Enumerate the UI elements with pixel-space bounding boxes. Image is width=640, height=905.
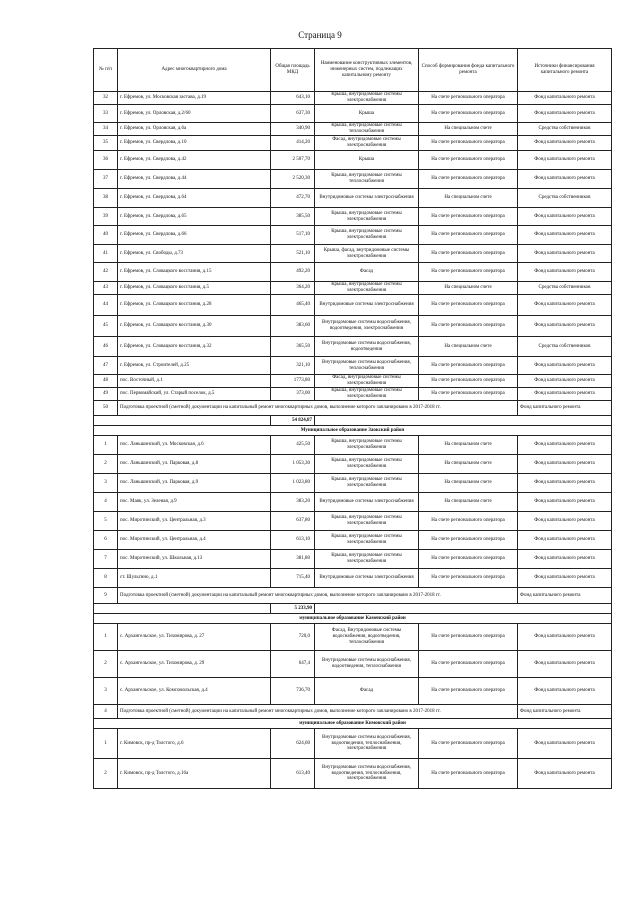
row-method: На счете регионального оператора [419, 759, 518, 789]
row-works: Крыша, внутридомовые системы электроснабжения [315, 282, 419, 295]
row-address: г. Ефремов, ул. Словацкого восстания, д.28 [118, 295, 271, 316]
table-row [94, 136, 612, 151]
row-source: Фонд капитального ремонта [518, 759, 612, 789]
row-address: г. Кимовск, пр-д Толстого, д.16а [118, 759, 271, 789]
row-source: Фонд капитального ремонта [518, 588, 612, 604]
design-docs-row [94, 705, 612, 719]
row-works: Внутридомовые системы водоснабжения, водоотведения [315, 337, 419, 357]
row-number: 9 [94, 588, 118, 604]
row-area: 414,20 [271, 136, 315, 151]
row-design-docs-text: Подготовка проектной (сметной) документации на капитальный ремонт многоквартирных домов, выполнение которого запланировано в 2017-2018 гг. [118, 705, 518, 719]
row-source: Фонд капитального ремонта [518, 226, 612, 245]
row-area: 613,40 [271, 759, 315, 789]
row-address: пос. Ланьшинский, ул. Московская, д.6 [118, 436, 271, 455]
row-source: Средства собственников [518, 123, 612, 136]
table-row [94, 436, 612, 455]
table-row [94, 316, 612, 337]
row-source: Фонд капитального ремонта [518, 705, 612, 719]
row-area: 472,70 [271, 189, 315, 208]
section-title: муниципальное образование Кимовский район [94, 719, 612, 729]
row-source: Фонд капитального ремонта [518, 550, 612, 569]
row-works: Внутридомовые системы электроснабжения [315, 569, 419, 588]
row-works: Крыша, внутридомовые системы электроснабжения [315, 474, 419, 493]
row-number: 2 [94, 651, 118, 678]
row-method: На счете регионального оператора [419, 531, 518, 550]
row-number: 44 [94, 295, 118, 316]
row-number: 45 [94, 316, 118, 337]
row-works: Фасад [315, 263, 419, 282]
row-address: пос. Миротинский, ул. Центральная, д.3 [118, 512, 271, 531]
row-number: 43 [94, 282, 118, 295]
total-area: 54 824,87 [271, 416, 315, 426]
row-number: 42 [94, 263, 118, 282]
table-row [94, 759, 612, 789]
table-row [94, 375, 612, 388]
row-source: Фонд капитального ремонта [518, 151, 612, 170]
row-source: Фонд капитального ремонта [518, 316, 612, 337]
row-area: 2 520,30 [271, 170, 315, 189]
header-method: Способ формирования фонда капитального ремонта [419, 49, 518, 92]
row-address: пос. Ланьшинский, ул. Парковая, д.8 [118, 455, 271, 474]
row-address: пос. Миротинский, ул. Центральная, д.4 [118, 531, 271, 550]
row-method: На специальном счете [419, 189, 518, 208]
row-method: На счете регионального оператора [419, 105, 518, 123]
table-row [94, 263, 612, 282]
header-area: Общая площадь МКД [271, 49, 315, 92]
row-method: На специальном счете [419, 493, 518, 512]
row-number: 50 [94, 401, 118, 416]
row-works: Крыша, внутридомовые системы электроснабжения [315, 512, 419, 531]
row-address: г. Ефремов, ул. Московская застава, д.19 [118, 92, 271, 105]
row-number: 3 [94, 678, 118, 705]
row-works: Фасад [315, 678, 419, 705]
section-title: муниципальное образование Каменский район [94, 614, 612, 624]
row-source: Фонд капитального ремонта [518, 401, 612, 416]
design-docs-row [94, 401, 612, 416]
row-works: Внутридомовые системы электроснабжения [315, 189, 419, 208]
row-method: На специальном счете [419, 337, 518, 357]
row-number: 34 [94, 123, 118, 136]
row-area: 624,60 [271, 729, 315, 759]
row-works: Фасад, внутридомовые системы электроснабжения [315, 136, 419, 151]
row-area: 381,80 [271, 550, 315, 569]
row-address: г. Ефремов, ул. Словацкого восстания, д.32 [118, 337, 271, 357]
row-address: ст. Шульгино, д.1 [118, 569, 271, 588]
row-source: Фонд капитального ремонта [518, 624, 612, 651]
row-address: г. Ефремов, ул. Свободы, д.73 [118, 245, 271, 263]
design-docs-row [94, 588, 612, 604]
table-row [94, 245, 612, 263]
total-spacer [315, 604, 612, 614]
row-method: На счете регионального оператора [419, 92, 518, 105]
row-method: На счете регионального оператора [419, 550, 518, 569]
row-works: Внутридомовые системы электроснабжения [315, 493, 419, 512]
total-row [94, 416, 612, 426]
row-source: Фонд капитального ремонта [518, 388, 612, 401]
table-row [94, 493, 612, 512]
row-address: с. Архангельское, ул. Комсомольская, д.4 [118, 678, 271, 705]
row-address: пос. Восточный, д.1 [118, 375, 271, 388]
row-works: Крыша, внутридомовые системы электроснабжения [315, 436, 419, 455]
row-method: На счете регионального оператора [419, 388, 518, 401]
row-area: 492,20 [271, 263, 315, 282]
row-address: г. Ефремов, ул. Свердлова, д.66 [118, 226, 271, 245]
row-address: г. Ефремов, ул. Строителей, д.25 [118, 357, 271, 375]
row-works: Фасад, Внутридомовые системы водоснабжения, водоотведения, теплоснабжения [315, 624, 419, 651]
row-source: Фонд капитального ремонта [518, 436, 612, 455]
row-number: 49 [94, 388, 118, 401]
row-source: Средства собственников [518, 337, 612, 357]
row-method: На счете регионального оператора [419, 569, 518, 588]
table-row [94, 123, 612, 136]
section-row [94, 426, 612, 436]
row-method: На специальном счете [419, 436, 518, 455]
row-area: 647,4 [271, 651, 315, 678]
section-title: Муниципальное образование Заокский район [94, 426, 612, 436]
row-method: На счете регионального оператора [419, 136, 518, 151]
table-row [94, 105, 612, 123]
table-row [94, 569, 612, 588]
row-source: Фонд капитального ремонта [518, 170, 612, 189]
row-source: Фонд капитального ремонта [518, 474, 612, 493]
row-works: Крыша [315, 105, 419, 123]
row-number: 33 [94, 105, 118, 123]
row-area: 383,60 [271, 316, 315, 337]
row-number: 7 [94, 550, 118, 569]
row-works: Крыша, внутридомовые системы электроснабжения [315, 92, 419, 105]
row-source: Фонд капитального ремонта [518, 678, 612, 705]
total-spacer [94, 604, 271, 614]
row-source: Фонд капитального ремонта [518, 569, 612, 588]
table-row [94, 189, 612, 208]
row-area: 720,0 [271, 624, 315, 651]
table-row [94, 512, 612, 531]
row-address: г. Ефремов, ул. Свердлова, д.42 [118, 151, 271, 170]
section-row [94, 719, 612, 729]
row-works: Крыша, внутридомовые системы теплоснабжения [315, 170, 419, 189]
row-method: На специальном счете [419, 474, 518, 493]
table-row [94, 531, 612, 550]
row-source: Фонд капитального ремонта [518, 512, 612, 531]
row-source: Фонд капитального ремонта [518, 208, 612, 226]
row-number: 47 [94, 357, 118, 375]
row-area: 385,50 [271, 208, 315, 226]
row-method: На специальном счете [419, 123, 518, 136]
row-area: 736,70 [271, 678, 315, 705]
row-source: Фонд капитального ремонта [518, 375, 612, 388]
repair-table [93, 48, 612, 789]
table-row [94, 651, 612, 678]
row-number: 36 [94, 151, 118, 170]
row-method: На счете регионального оператора [419, 729, 518, 759]
row-source: Фонд капитального ремонта [518, 531, 612, 550]
total-row [94, 604, 612, 614]
row-number: 4 [94, 493, 118, 512]
row-address: г. Ефремов, ул. Словацкого восстания, д.15 [118, 263, 271, 282]
table-row [94, 357, 612, 375]
row-works: Крыша, внутридомовые системы электроснабжения [315, 550, 419, 569]
table-row [94, 729, 612, 759]
row-method: На счете регионального оператора [419, 295, 518, 316]
row-address: пос. Ланьшинский, ул. Парковая, д.9 [118, 474, 271, 493]
total-spacer [315, 416, 612, 426]
row-area: 517,10 [271, 226, 315, 245]
row-works: Внутридомовые системы водоснабжения, водоотведения, электроснабжения [315, 316, 419, 337]
row-area: 373,00 [271, 388, 315, 401]
row-number: 8 [94, 569, 118, 588]
total-spacer [94, 416, 271, 426]
row-area: 715,40 [271, 569, 315, 588]
row-address: г. Ефремов, ул. Свердлова, д.44 [118, 170, 271, 189]
row-method: На счете регионального оператора [419, 375, 518, 388]
row-method: На специальном счете [419, 282, 518, 295]
row-method: На специальном счете [419, 455, 518, 474]
row-number: 40 [94, 226, 118, 245]
header-num: № п/п [94, 49, 118, 92]
row-number: 32 [94, 92, 118, 105]
row-method: На счете регионального оператора [419, 512, 518, 531]
table-row [94, 295, 612, 316]
row-works: Внутридомовые системы водоснабжения, водоотведения, теплоснабжения, электроснабжения [315, 759, 419, 789]
row-number: 6 [94, 531, 118, 550]
row-works: Крыша [315, 151, 419, 170]
row-number: 3 [94, 474, 118, 493]
row-area: 383,20 [271, 493, 315, 512]
row-address: г. Ефремов, ул. Свердлова, д.65 [118, 208, 271, 226]
row-area: 1 023,80 [271, 474, 315, 493]
row-number: 5 [94, 512, 118, 531]
row-address: г. Ефремов, ул. Орловская, д.6а [118, 123, 271, 136]
section-row [94, 614, 612, 624]
row-number: 37 [94, 170, 118, 189]
table-row [94, 282, 612, 295]
row-source: Фонд капитального ремонта [518, 295, 612, 316]
row-works: Крыша, внутридомовые системы электроснабжения [315, 208, 419, 226]
row-works: Внутридомовые системы водоснабжения, водоотведения, теплоснабжения, электроснабжения [315, 729, 419, 759]
row-works: Крыша, внутридомовые системы электроснабжения [315, 531, 419, 550]
row-source: Фонд капитального ремонта [518, 105, 612, 123]
row-method: На счете регионального оператора [419, 263, 518, 282]
row-method: На счете регионального оператора [419, 651, 518, 678]
row-area: 637,30 [271, 105, 315, 123]
row-number: 48 [94, 375, 118, 388]
row-works: Крыша, внутридомовые системы электроснабжения [315, 226, 419, 245]
row-number: 4 [94, 705, 118, 719]
row-source: Фонд капитального ремонта [518, 493, 612, 512]
row-source: Фонд капитального ремонта [518, 245, 612, 263]
row-works: Крыша, фасад, внутридомовые системы электроснабжения [315, 245, 419, 263]
table-row [94, 208, 612, 226]
table-row [94, 678, 612, 705]
row-source: Фонд капитального ремонта [518, 729, 612, 759]
row-method: На счете регионального оператора [419, 208, 518, 226]
row-area: 521,10 [271, 245, 315, 263]
table-row [94, 337, 612, 357]
row-address: пос. Маяк, ул. Зеленая, д.9 [118, 493, 271, 512]
row-area: 613,10 [271, 531, 315, 550]
row-address: пос. Первомайский, ул. Старый поселок, д.5 [118, 388, 271, 401]
total-area: 5 233,90 [271, 604, 315, 614]
row-works: Фасад, внутридомовые системы электроснабжения [315, 375, 419, 388]
table-row [94, 388, 612, 401]
row-area: 2 507,70 [271, 151, 315, 170]
row-address: г. Ефремов, ул. Словацкого восстания, д.5 [118, 282, 271, 295]
row-area: 643,10 [271, 92, 315, 105]
row-number: 41 [94, 245, 118, 263]
table-row [94, 624, 612, 651]
row-method: На счете регионального оператора [419, 357, 518, 375]
row-area: 425,50 [271, 436, 315, 455]
row-address: г. Ефремов, ул. Словацкого восстания, д.30 [118, 316, 271, 337]
row-area: 364,20 [271, 282, 315, 295]
row-works: Крыша, внутридомовые системы электроснабжения [315, 388, 419, 401]
row-method: На счете регионального оператора [419, 151, 518, 170]
row-address: пос. Миротинский, ул. Школьная, д.13 [118, 550, 271, 569]
row-source: Фонд капитального ремонта [518, 263, 612, 282]
header-row [94, 49, 612, 92]
row-area: 465,40 [271, 295, 315, 316]
row-area: 340,90 [271, 123, 315, 136]
row-area: 1 053,30 [271, 455, 315, 474]
header-works: Наименование конструктивных элементов, инженерных систем, подлежащих капитальному ремонту [315, 49, 419, 92]
table-row [94, 474, 612, 493]
row-method: На счете регионального оператора [419, 624, 518, 651]
row-area: 365,50 [271, 337, 315, 357]
row-address: г. Ефремов, ул. Свердлова, д.10 [118, 136, 271, 151]
row-number: 2 [94, 455, 118, 474]
table-row [94, 92, 612, 105]
row-number: 1 [94, 729, 118, 759]
row-source: Фонд капитального ремонта [518, 136, 612, 151]
row-address: с. Архангельское, ул. Тихомирова, д. 27 [118, 624, 271, 651]
row-number: 46 [94, 337, 118, 357]
row-source: Фонд капитального ремонта [518, 651, 612, 678]
row-works: Крыша, внутридомовые системы теплоснабжения [315, 123, 419, 136]
row-method: На счете регионального оператора [419, 245, 518, 263]
row-works: Крыша, внутридомовые системы электроснабжения [315, 455, 419, 474]
row-design-docs-text: Подготовка проектной (сметной) документации на капитальный ремонт многоквартирных домов, выполнение которого запланировано в 2017-2018 гг. [118, 588, 518, 604]
row-address: г. Ефремов, ул. Свердлова, д.64 [118, 189, 271, 208]
row-area: 321,10 [271, 357, 315, 375]
row-method: На счете регионального оператора [419, 170, 518, 189]
row-method: На счете регионального оператора [419, 226, 518, 245]
row-number: 39 [94, 208, 118, 226]
header-address: Адрес многоквартирного дома [118, 49, 271, 92]
row-number: 38 [94, 189, 118, 208]
row-source: Фонд капитального ремонта [518, 455, 612, 474]
row-address: г. Ефремов, ул. Орловская, д.2/60 [118, 105, 271, 123]
row-number: 35 [94, 136, 118, 151]
row-area: 637,80 [271, 512, 315, 531]
row-works: Внутридомовые системы электроснабжения [315, 295, 419, 316]
row-address: г. Кимовск, пр-д Толстого, д.6 [118, 729, 271, 759]
row-design-docs-text: Подготовка проектной (сметной) документации на капитальный ремонт многоквартирных домов, выполнение которого запланировано в 2017-2018 гг. [118, 401, 518, 416]
row-source: Фонд капитального ремонта [518, 92, 612, 105]
row-address: с. Архангельское, ул. Тихомирова, д. 29 [118, 651, 271, 678]
table-row [94, 151, 612, 170]
row-method: На счете регионального оператора [419, 678, 518, 705]
row-source: Фонд капитального ремонта [518, 357, 612, 375]
table-row [94, 226, 612, 245]
row-number: 1 [94, 436, 118, 455]
row-source: Средства собственников [518, 189, 612, 208]
row-works: Внутридомовые системы водоснабжения, теплоснабжения [315, 357, 419, 375]
table-row [94, 550, 612, 569]
row-number: 1 [94, 624, 118, 651]
row-number: 2 [94, 759, 118, 789]
row-source: Средства собственников [518, 282, 612, 295]
row-works: Внутридомовые системы водоснабжения, водоотведения, теплоснабжения [315, 651, 419, 678]
row-method: На счете регионального оператора [419, 316, 518, 337]
row-area: 1773,80 [271, 375, 315, 388]
table-row [94, 455, 612, 474]
table-row [94, 170, 612, 189]
page-title: Страница 9 [298, 30, 342, 40]
header-source: Источники финансирования капитального ремонта [518, 49, 612, 92]
